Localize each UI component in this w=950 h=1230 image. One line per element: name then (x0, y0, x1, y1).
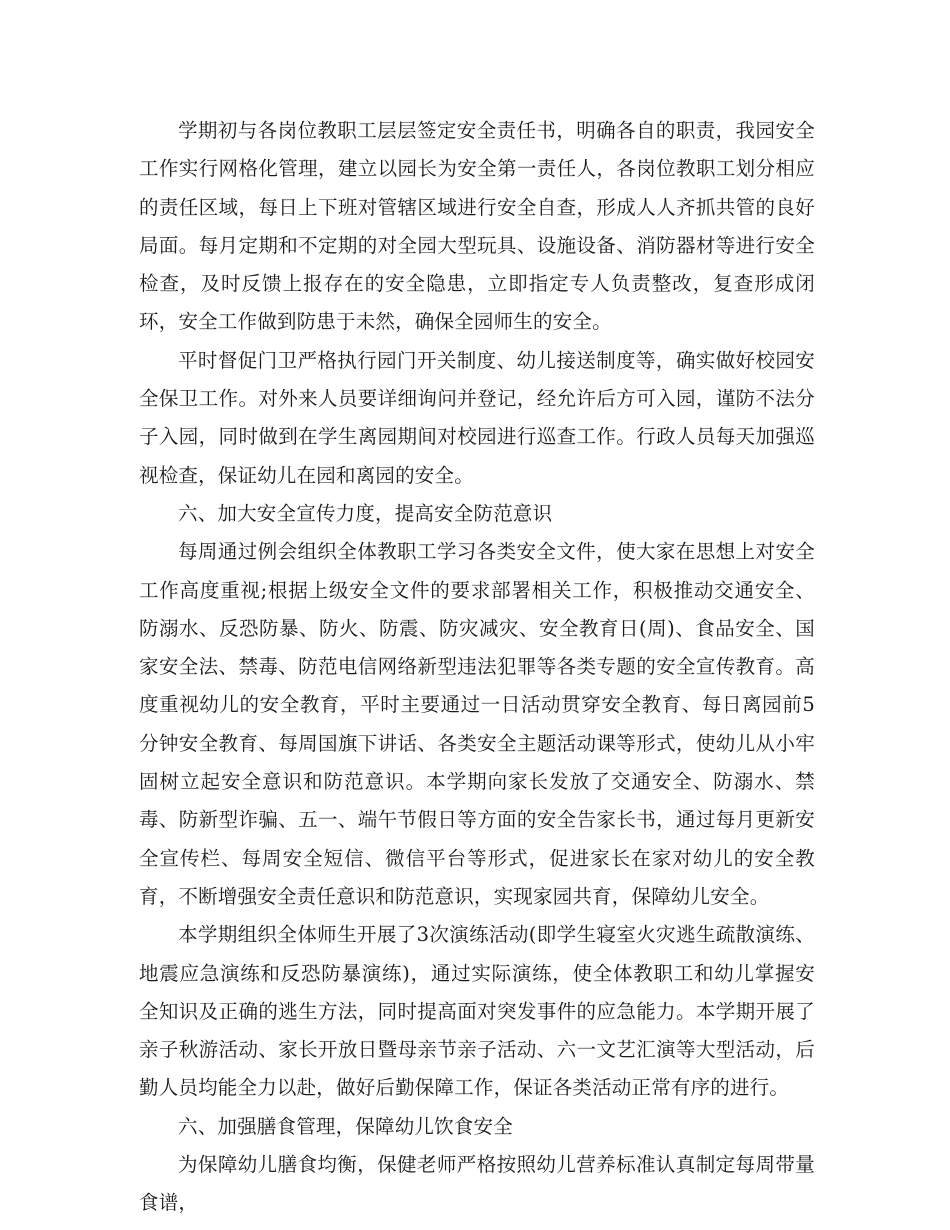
section-heading-safety-publicity: 六、加大安全宣传力度，提高安全防范意识 (178, 501, 553, 525)
paragraph-gate-security: 平时督促门卫严格执行园门开关制度、幼儿接送制度等，确实做好校园安全保卫工作。对外来人员要详细询问并登记，经允许后方可入园，谨防不法分子入园，同时做到在学生离园期间对校园进行巡查工作。行政人员每天加强巡视检查，保证幼儿在园和离园的安全。 (139, 348, 815, 487)
paragraph-safety-education: 每周通过例会组织全体教职工学习各类安全文件，使大家在思想上对安全工作高度重视;根据上级安全文件的要求部署相关工作，积极推动交通安全、防溺水、反恐防暴、防火、防震、防灾减灾、安全教育日(周)、食品安全、国家安全法、禁毒、防范电信网络新型违法犯罪等各类专题的安全宣传教育。高度重视幼儿的安全教育，平时主要通过一日活动贯穿安全教育、每日离园前5分钟安全教育、每周国旗下讲话、各类安全主题活动课等形式，使幼儿从小牢固树立起安全意识和防范意识。本学期向家长发放了交通安全、防溺水、禁毒、防新型诈骗、五一、端午节假日等方面的安全告家长书，通过每月更新安全宣传栏、每周安全短信、微信平台等形式，促进家长在家对幼儿的安全教育，不断增强安全责任意识和防范意识，实现家园共育，保障幼儿安全。 (139, 540, 815, 908)
paragraph-responsibility: 学期初与各岗位教职工层层签定安全责任书，明确各自的职责，我园安全工作实行网格化管理，建立以园长为安全第一责任人，各岗位教职工划分相应的责任区域，每日上下班对管辖区域进行安全自查，形成人人齐抓共管的良好局面。每月定期和不定期的对全园大型玩具、设施设备、消防器材等进行安全检查，及时反馈上报存在的安全隐患，立即指定专人负责整改，复查形成闭环，安全工作做到防患于未然，确保全园师生的安全。 (139, 119, 815, 334)
paragraph-meal-planning: 为保障幼儿膳食均衡，保健老师严格按照幼儿营养标准认真制定每周带量食谱， (139, 1153, 815, 1215)
section-heading-food-safety: 六、加强膳食管理，保障幼儿饮食安全 (178, 1114, 513, 1138)
paragraph-drills: 本学期组织全体师生开展了3次演练活动(即学生寝室火灾逃生疏散演练、地震应急演练和反恐防暴演练)，通过实际演练，使全体教职工和幼儿掌握安全知识及正确的逃生方法，同时提高面对突发事件的应急能力。本学期开展了亲子秋游活动、家长开放日暨母亲节亲子活动、六一文艺汇演等大型活动，后勤人员均能全力以赴，做好后勤保障工作，保证各类活动正常有序的进行。 (139, 923, 815, 1100)
document-body (139, 112, 815, 1223)
